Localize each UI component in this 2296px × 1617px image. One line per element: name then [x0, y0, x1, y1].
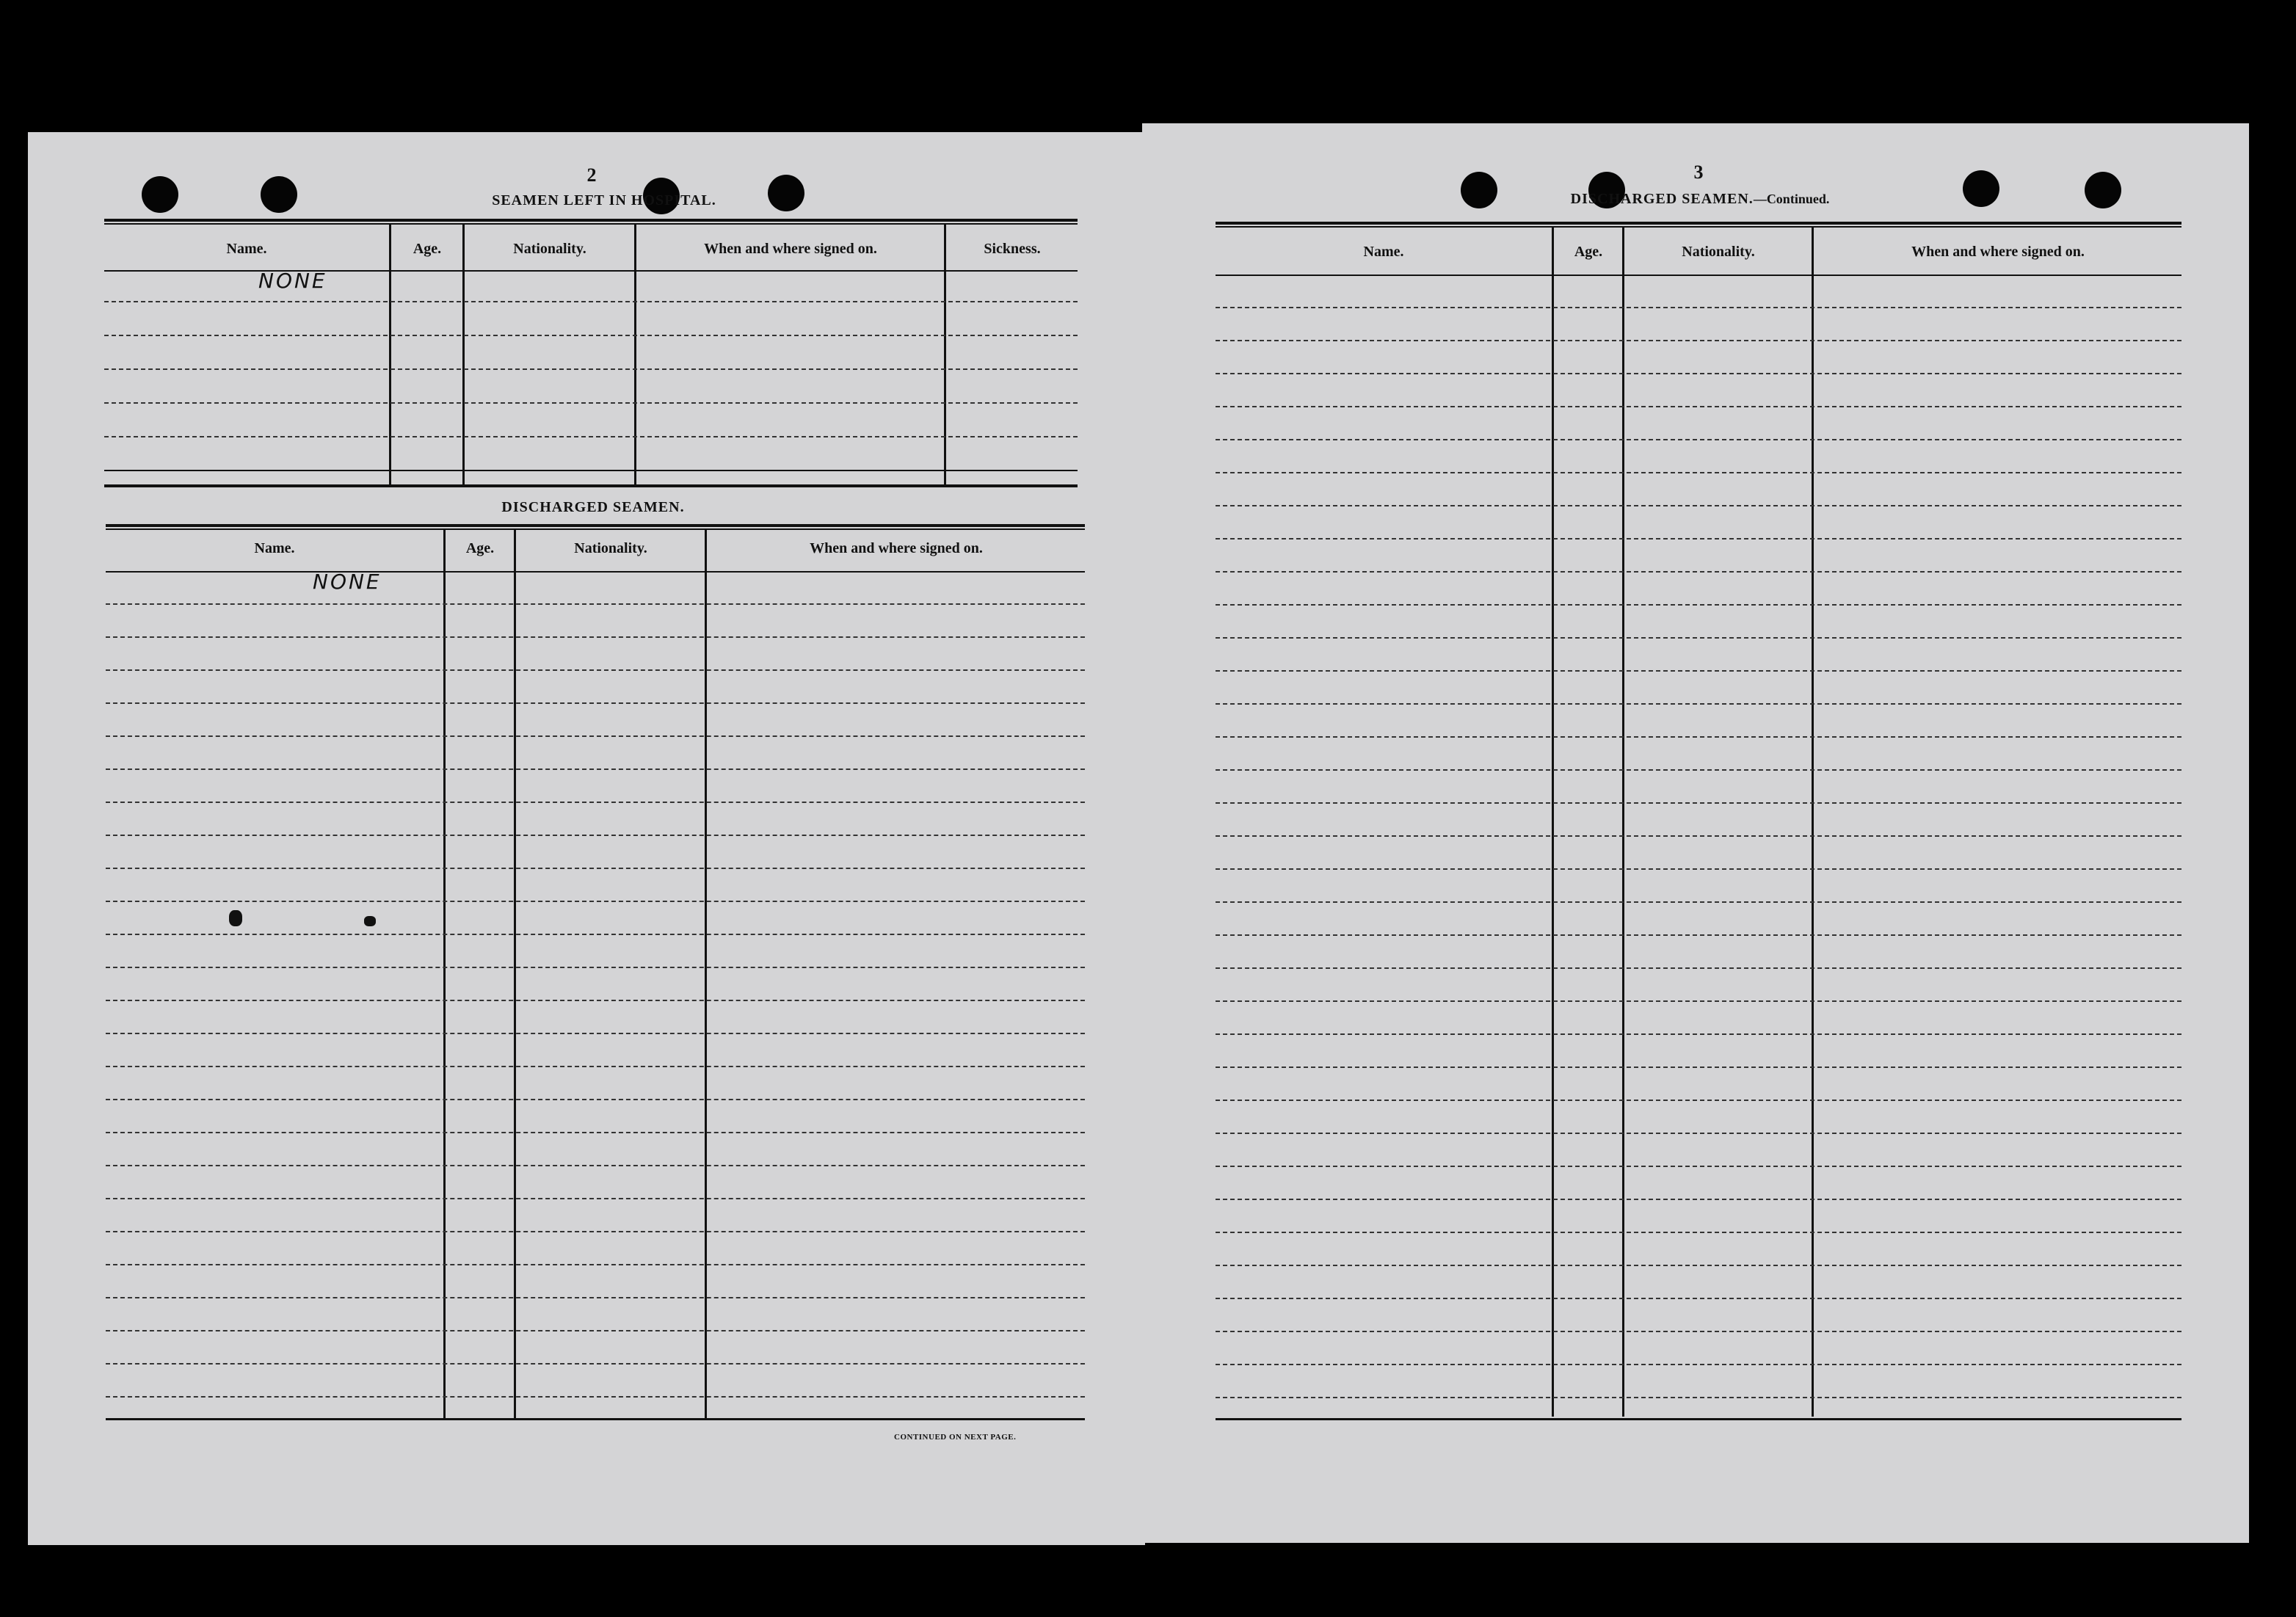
- discharged-table: [106, 524, 1085, 1427]
- page-number: 2: [586, 164, 597, 186]
- punch-hole: [2085, 172, 2121, 208]
- handwritten-entry: NONE: [258, 269, 327, 293]
- page-number: 3: [1693, 161, 1704, 183]
- left-page: [28, 132, 1145, 1545]
- column-header-name: Name.: [1363, 244, 1404, 260]
- column-header-sickness: Sickness.: [984, 241, 1041, 257]
- punch-hole: [261, 176, 297, 213]
- discharged-continued-title: [1538, 191, 1861, 208]
- right-page: [1142, 123, 2249, 1543]
- column-header-nationality: Nationality.: [574, 540, 647, 556]
- column-header-name: Name.: [254, 540, 295, 556]
- column-header-age: Age.: [1574, 244, 1603, 260]
- punch-hole: [142, 176, 178, 213]
- punch-hole: [1963, 170, 1999, 207]
- column-header-signed-on: When and where signed on.: [810, 540, 983, 556]
- hospital-section-title: SEAMEN LEFT IN HOSPITAL.: [492, 192, 716, 208]
- column-header-signed-on: When and where signed on.: [1911, 244, 2085, 260]
- column-header-nationality: Nationality.: [513, 241, 586, 257]
- column-header-name: Name.: [226, 241, 267, 257]
- continued-note: CONTINUED ON NEXT PAGE.: [894, 1433, 1017, 1442]
- column-header-nationality: Nationality.: [1682, 244, 1755, 260]
- column-header-signed-on: When and where signed on.: [704, 241, 877, 257]
- punch-hole: [1461, 172, 1497, 208]
- hospital-table: [104, 219, 1078, 489]
- ink-blot: [364, 916, 376, 926]
- ink-blot: [229, 910, 242, 926]
- handwritten-entry: NONE: [313, 570, 382, 594]
- column-header-age: Age.: [465, 540, 495, 556]
- discharged-continued-table: [1216, 222, 2181, 1425]
- title-suffix: —Continued.: [1753, 192, 1830, 206]
- discharged-section-title: DISCHARGED SEAMEN.: [501, 499, 685, 515]
- punch-hole: [768, 175, 804, 211]
- column-header-age: Age.: [413, 241, 442, 257]
- title-text: DISCHARGED SEAMEN.: [1570, 191, 1754, 207]
